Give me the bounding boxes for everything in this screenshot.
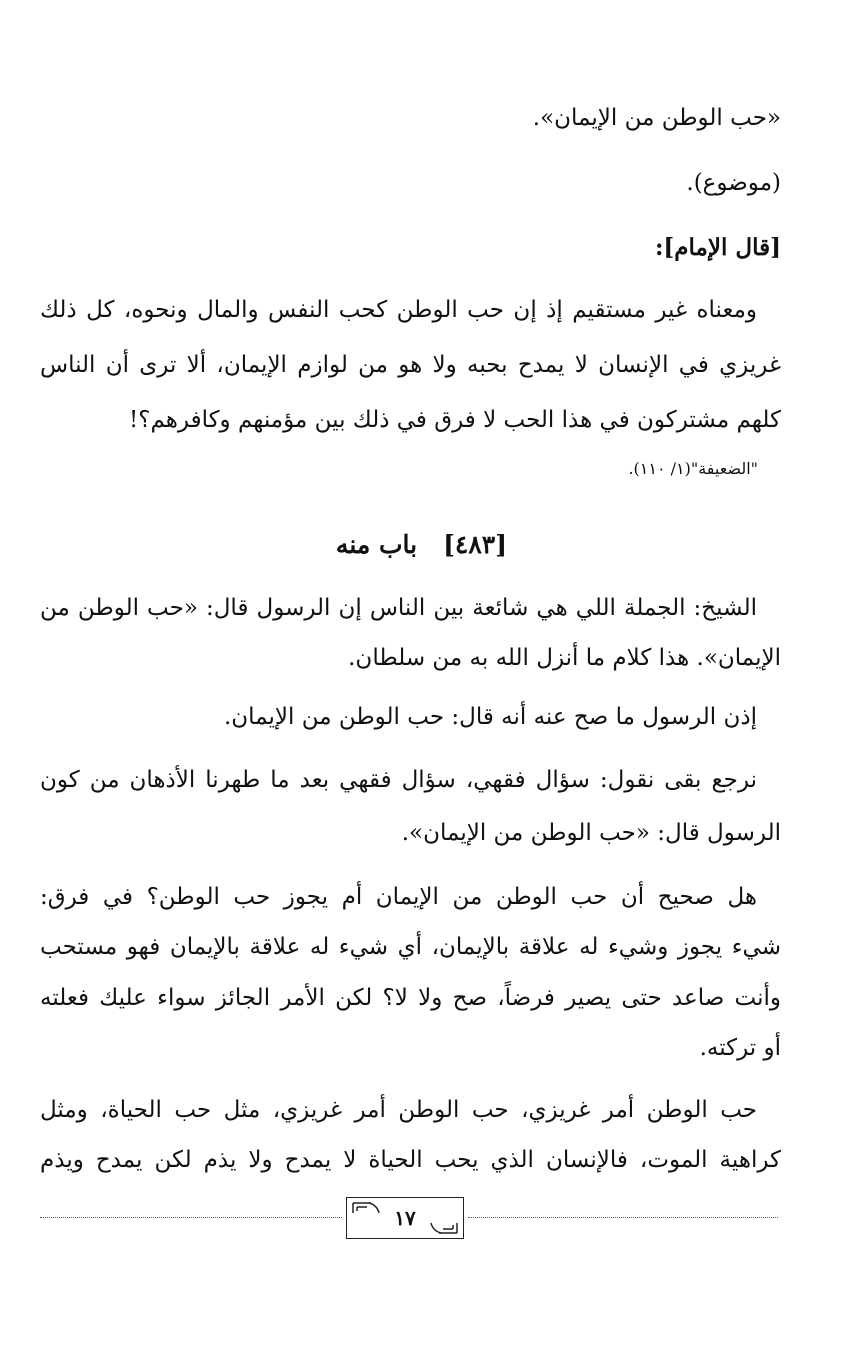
paragraph-line: نرجع بقى نقول: سؤال فقهي، سؤال فقهي بعد ما طهرنا الأذهان من كون	[40, 767, 757, 793]
grading-line: (موضوع).	[686, 170, 781, 196]
paragraph-line: كلهم مشتركون في هذا الحب لا فرق في ذلك بين مؤمنهم وكافرهم؟!	[129, 407, 781, 433]
chapter-heading	[0, 525, 843, 565]
footer-rule-right	[468, 1217, 778, 1218]
paragraph-line: أو تركته.	[699, 1035, 781, 1061]
corner-ornament-icon	[429, 1217, 459, 1235]
paragraph-line: الرسول قال: «حب الوطن من الإيمان».	[401, 820, 781, 846]
paragraph-line: وأنت صاعد حتى يصير فرضاً، صح ولا لا؟ لكن الأمر الجائز سواء عليك فعلته	[40, 985, 781, 1011]
page-number: ١٧	[394, 1206, 416, 1230]
paragraph-line: كراهية الموت، فالإنسان الذي يحب الحياة لا يمدح ولا يذم لكن يمدح ويذم	[40, 1147, 781, 1173]
paragraph-line: شيء يجوز وشيء له علاقة بالإيمان، أي شيء له علاقة بالإيمان فهو مستحب	[40, 934, 781, 960]
source-citation: "الضعيفة"(١/ ١١٠).	[628, 459, 758, 478]
paragraph-line: إذن الرسول ما صح عنه أنه قال: حب الوطن من الإيمان.	[223, 704, 757, 730]
paragraph-line: حب الوطن أمر غريزي، حب الوطن أمر غريزي، مثل حب الحياة، ومثل	[40, 1097, 757, 1123]
imam-said-label: [قال الإمام]:	[654, 234, 781, 261]
chapter-title: باب منه	[335, 530, 418, 559]
paragraph-line: الإيمان». هذا كلام ما أنزل الله به من سلطان.	[348, 645, 781, 671]
chapter-number: [٤٨٣]	[443, 530, 508, 559]
page-footer	[40, 1195, 778, 1241]
paragraph-line: هل صحيح أن حب الوطن من الإيمان أم يجوز حب الوطن؟ في فرق:	[40, 884, 757, 910]
paragraph-line: الشيخ: الجملة اللي هي شائعة بين الناس إن الرسول قال: «حب الوطن من	[40, 595, 757, 621]
paragraph-line: غريزي في الإنسان لا يمدح بحبه ولا هو من لوازم الإيمان، ألا ترى أن الناس	[40, 352, 781, 378]
paragraph-line: ومعناه غير مستقيم إذ إن حب الوطن كحب النفس والمال ونحوه، كل ذلك	[40, 297, 757, 323]
hadith-quote-line: «حب الوطن من الإيمان».	[532, 105, 781, 131]
page-number-box	[346, 1197, 464, 1239]
corner-ornament-icon	[351, 1201, 381, 1219]
footer-rule-left	[40, 1217, 342, 1218]
